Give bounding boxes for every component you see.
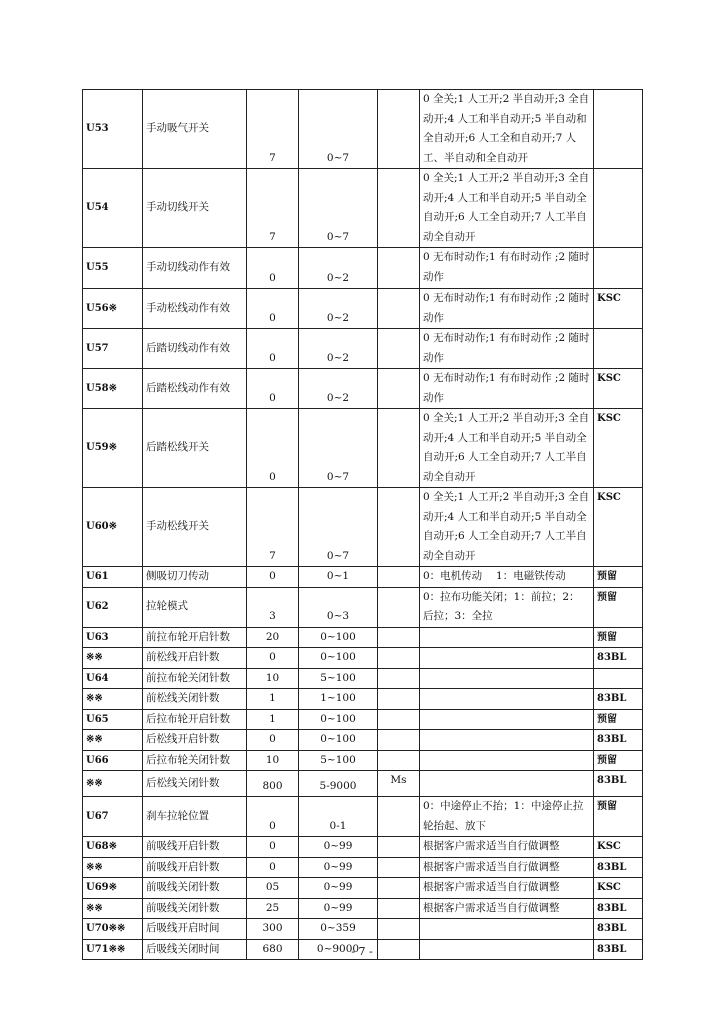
unit-cell — [378, 837, 420, 858]
default-value-cell: 0 — [247, 369, 299, 409]
parameter-code-cell: U66 — [83, 750, 143, 771]
default-value-cell: 10 — [247, 668, 299, 689]
table-row — [83, 668, 643, 689]
table-row — [83, 797, 643, 837]
parameter-table — [82, 89, 643, 960]
value-range-cell: 0~359 — [299, 919, 378, 940]
parameter-code-cell: ※※ — [83, 689, 143, 710]
value-range-cell: 0~99 — [299, 878, 378, 899]
parameter-name-cell: 前吸线开启针数 — [143, 837, 247, 858]
description-cell: 0 无布时动作;1 有布时动作 ;2 随时动作 — [420, 289, 594, 329]
table-row — [83, 90, 643, 169]
parameter-code-cell: U67 — [83, 797, 143, 837]
parameter-code-cell: U59※ — [83, 409, 143, 488]
remark-cell — [594, 329, 643, 369]
parameter-code-cell: U56※ — [83, 289, 143, 329]
parameter-name-cell: 前松线开启针数 — [143, 648, 247, 669]
parameter-name-cell: 后踏松线动作有效 — [143, 369, 247, 409]
default-value-cell: 10 — [247, 750, 299, 771]
value-range-cell: 0~7 — [299, 409, 378, 488]
table-row — [83, 857, 643, 878]
table-row — [83, 648, 643, 669]
description-cell — [420, 709, 594, 730]
value-range-cell: 0~9000 — [299, 939, 378, 960]
default-value-cell: 0 — [247, 248, 299, 289]
value-range-cell: 0~2 — [299, 289, 378, 329]
unit-cell — [378, 668, 420, 689]
description-cell: 0 全关;1 人工开;2 半自动开;3 全自动开;4 人工和半自动开;5 半自动和全自动开;6 人工全和自动开;7 人工、半自动和全自动开 — [420, 90, 594, 169]
description-cell: 0：拉布功能关闭；1：前拉；2：后拉；3：全拉 — [420, 587, 594, 627]
parameter-name-cell: 手动切线开关 — [143, 169, 247, 248]
value-range-cell: 0~99 — [299, 898, 378, 919]
unit-cell — [378, 90, 420, 169]
parameter-name-cell: 后吸线开启时间 — [143, 919, 247, 940]
unit-cell — [378, 169, 420, 248]
table-row — [83, 689, 643, 710]
value-range-cell: 5~100 — [299, 750, 378, 771]
parameter-name-cell: 侧吸切刀传动 — [143, 567, 247, 588]
remark-cell: 83BL — [594, 771, 643, 797]
table-row — [83, 771, 643, 797]
value-range-cell: 0~7 — [299, 169, 378, 248]
parameter-name-cell: 手动松线动作有效 — [143, 289, 247, 329]
value-range-cell: 5~100 — [299, 668, 378, 689]
description-cell: 0 全关;1 人工开;2 半自动开;3 全自动开;4 人工和半自动开;5 半自动全自动开;6 人工全自动开;7 人工半自动全自动开 — [420, 409, 594, 488]
table-row — [83, 409, 643, 488]
remark-cell: 83BL — [594, 857, 643, 878]
parameter-name-cell: 前松线关闭针数 — [143, 689, 247, 710]
table-row — [83, 329, 643, 369]
parameter-name-cell: 后松线关闭针数 — [143, 771, 247, 797]
default-value-cell: 680 — [247, 939, 299, 960]
default-value-cell: 0 — [247, 567, 299, 588]
value-range-cell: 0~2 — [299, 329, 378, 369]
parameter-code-cell: U57 — [83, 329, 143, 369]
parameter-code-cell: U62 — [83, 587, 143, 627]
description-cell: 0 全关;1 人工开;2 半自动开;3 全自动开;4 人工和半自动开;5 半自动全自动开;6 人工全自动开;7 人工半自动全自动开 — [420, 488, 594, 567]
parameter-code-cell: U54 — [83, 169, 143, 248]
default-value-cell: 20 — [247, 627, 299, 648]
unit-cell — [378, 898, 420, 919]
remark-cell: KSC — [594, 289, 643, 329]
default-value-cell: 05 — [247, 878, 299, 899]
default-value-cell: 1 — [247, 689, 299, 710]
remark-cell: 83BL — [594, 689, 643, 710]
value-range-cell: 1~100 — [299, 689, 378, 710]
unit-cell — [378, 919, 420, 940]
description-cell — [420, 648, 594, 669]
value-range-cell: 0~2 — [299, 248, 378, 289]
unit-cell — [378, 730, 420, 751]
unit-cell — [378, 878, 420, 899]
parameter-code-cell: U70※※ — [83, 919, 143, 940]
unit-cell: Ms — [378, 771, 420, 797]
parameter-name-cell: 手动吸气开关 — [143, 90, 247, 169]
table-row — [83, 248, 643, 289]
parameter-code-cell: U63 — [83, 627, 143, 648]
remark-cell: 83BL — [594, 919, 643, 940]
remark-cell: 83BL — [594, 730, 643, 751]
parameter-name-cell: 拉轮模式 — [143, 587, 247, 627]
unit-cell — [378, 857, 420, 878]
remark-cell — [594, 248, 643, 289]
unit-cell — [378, 329, 420, 369]
table-row — [83, 488, 643, 567]
description-cell: 根据客户需求适当自行做调整 — [420, 837, 594, 858]
unit-cell — [378, 409, 420, 488]
value-range-cell: 0~2 — [299, 369, 378, 409]
page-number: - 7 - — [351, 945, 373, 958]
value-range-cell: 0~1 — [299, 567, 378, 588]
description-cell: 0 无布时动作;1 有布时动作 ;2 随时动作 — [420, 329, 594, 369]
description-cell — [420, 627, 594, 648]
table-row — [83, 898, 643, 919]
parameter-name-cell: 手动松线开关 — [143, 488, 247, 567]
parameter-name-cell: 后踏松线开关 — [143, 409, 247, 488]
parameter-code-cell: U68※ — [83, 837, 143, 858]
remark-cell: 83BL — [594, 939, 643, 960]
table-row — [83, 837, 643, 858]
unit-cell — [378, 369, 420, 409]
unit-cell — [378, 648, 420, 669]
value-range-cell: 0~7 — [299, 488, 378, 567]
value-range-cell: 0~99 — [299, 837, 378, 858]
unit-cell — [378, 689, 420, 710]
parameter-name-cell: 前拉布轮开启针数 — [143, 627, 247, 648]
default-value-cell: 25 — [247, 898, 299, 919]
remark-cell: 83BL — [594, 648, 643, 669]
table-row — [83, 730, 643, 751]
parameter-name-cell: 后吸线关闭时间 — [143, 939, 247, 960]
remark-cell: KSC — [594, 409, 643, 488]
default-value-cell: 7 — [247, 488, 299, 567]
default-value-cell: 0 — [247, 409, 299, 488]
value-range-cell: 5-9000 — [299, 771, 378, 797]
unit-cell — [378, 587, 420, 627]
description-cell — [420, 668, 594, 689]
value-range-cell: 0~100 — [299, 709, 378, 730]
value-range-cell: 0~99 — [299, 857, 378, 878]
unit-cell — [378, 627, 420, 648]
parameter-name-cell: 前吸线关闭针数 — [143, 898, 247, 919]
default-value-cell: 0 — [247, 857, 299, 878]
table-row — [83, 369, 643, 409]
remark-cell: KSC — [594, 369, 643, 409]
default-value-cell: 3 — [247, 587, 299, 627]
description-cell — [420, 771, 594, 797]
description-cell: 0 无布时动作;1 有布时动作 ;2 随时动作 — [420, 369, 594, 409]
unit-cell — [378, 289, 420, 329]
parameter-code-cell: U69※ — [83, 878, 143, 899]
parameter-name-cell: 前吸线开启针数 — [143, 857, 247, 878]
parameter-code-cell: U65 — [83, 709, 143, 730]
default-value-cell: 0 — [247, 730, 299, 751]
default-value-cell: 7 — [247, 169, 299, 248]
description-cell: 0：电机传动 1：电磁铁传动 — [420, 567, 594, 588]
default-value-cell: 0 — [247, 648, 299, 669]
parameter-code-cell: U71※※ — [83, 939, 143, 960]
remark-cell: 预留 — [594, 587, 643, 627]
default-value-cell: 7 — [247, 90, 299, 169]
parameter-name-cell: 前吸线关闭针数 — [143, 878, 247, 899]
parameter-name-cell: 前拉布轮关闭针数 — [143, 668, 247, 689]
remark-cell: KSC — [594, 837, 643, 858]
description-cell — [420, 689, 594, 710]
parameter-name-cell: 后踏切线动作有效 — [143, 329, 247, 369]
remark-cell: 预留 — [594, 750, 643, 771]
table-row — [83, 919, 643, 940]
parameter-name-cell: 后拉布轮开启针数 — [143, 709, 247, 730]
parameter-code-cell: ※※ — [83, 771, 143, 797]
description-cell — [420, 750, 594, 771]
parameter-name-cell: 后松线开启针数 — [143, 730, 247, 751]
parameter-code-cell: ※※ — [83, 857, 143, 878]
default-value-cell: 0 — [247, 837, 299, 858]
table-row — [83, 587, 643, 627]
remark-cell: 预留 — [594, 797, 643, 837]
unit-cell — [378, 709, 420, 730]
unit-cell — [378, 488, 420, 567]
table-row — [83, 750, 643, 771]
parameter-code-cell: U53 — [83, 90, 143, 169]
default-value-cell: 300 — [247, 919, 299, 940]
parameter-name-cell: 刹车拉轮位置 — [143, 797, 247, 837]
value-range-cell: 0~3 — [299, 587, 378, 627]
default-value-cell: 0 — [247, 329, 299, 369]
description-cell: 根据客户需求适当自行做调整 — [420, 878, 594, 899]
remark-cell — [594, 668, 643, 689]
remark-cell: 83BL — [594, 898, 643, 919]
unit-cell — [378, 248, 420, 289]
description-cell — [420, 730, 594, 751]
description-cell — [420, 919, 594, 940]
remark-cell: KSC — [594, 488, 643, 567]
value-range-cell: 0~7 — [299, 90, 378, 169]
parameter-code-cell: U61 — [83, 567, 143, 588]
remark-cell — [594, 90, 643, 169]
parameter-code-cell: U58※ — [83, 369, 143, 409]
parameter-code-cell: ※※ — [83, 898, 143, 919]
parameter-code-cell: U60※ — [83, 488, 143, 567]
unit-cell — [378, 797, 420, 837]
description-cell: 0 无布时动作;1 有布时动作 ;2 随时动作 — [420, 248, 594, 289]
table-row — [83, 878, 643, 899]
description-cell: 0 全关;1 人工开;2 半自动开;3 全自动开;4 人工和半自动开;5 半自动全自动开;6 人工全自动开;7 人工半自动全自动开 — [420, 169, 594, 248]
parameter-code-cell: ※※ — [83, 730, 143, 751]
table-row — [83, 567, 643, 588]
parameter-name-cell: 后拉布轮关闭针数 — [143, 750, 247, 771]
unit-cell — [378, 567, 420, 588]
remark-cell: 预留 — [594, 709, 643, 730]
remark-cell: 预留 — [594, 627, 643, 648]
table-row — [83, 709, 643, 730]
parameter-name-cell: 手动切线动作有效 — [143, 248, 247, 289]
default-value-cell: 0 — [247, 797, 299, 837]
remark-cell — [594, 169, 643, 248]
remark-cell: 预留 — [594, 567, 643, 588]
table-row — [83, 627, 643, 648]
parameter-code-cell: U55 — [83, 248, 143, 289]
default-value-cell: 1 — [247, 709, 299, 730]
value-range-cell: 0~100 — [299, 627, 378, 648]
description-cell: 根据客户需求适当自行做调整 — [420, 898, 594, 919]
description-cell: 根据客户需求适当自行做调整 — [420, 857, 594, 878]
value-range-cell: 0~100 — [299, 648, 378, 669]
value-range-cell: 0~100 — [299, 730, 378, 751]
remark-cell: KSC — [594, 878, 643, 899]
value-range-cell: 0-1 — [299, 797, 378, 837]
table-row — [83, 289, 643, 329]
unit-cell — [378, 750, 420, 771]
default-value-cell: 800 — [247, 771, 299, 797]
default-value-cell: 0 — [247, 289, 299, 329]
parameter-table-body — [83, 90, 643, 960]
parameter-code-cell: U64 — [83, 668, 143, 689]
parameter-code-cell: ※※ — [83, 648, 143, 669]
description-cell: 0：中途停止不抬；1：中途停止拉轮抬起、放下 — [420, 797, 594, 837]
table-row — [83, 169, 643, 248]
